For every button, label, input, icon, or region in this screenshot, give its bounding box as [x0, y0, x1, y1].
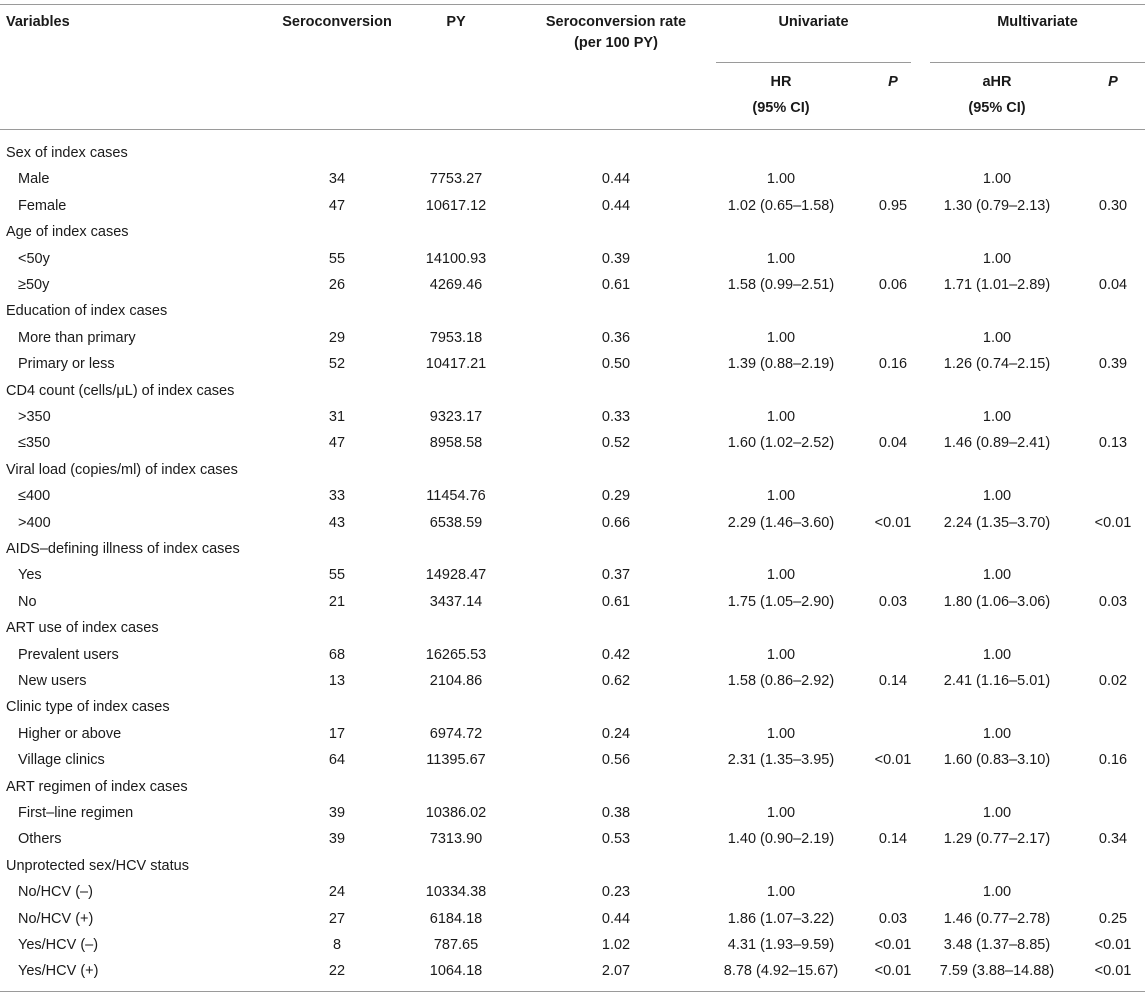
adjusted-p-value-cell: <0.01 [1094, 963, 1132, 980]
adjusted-p-value-cell: 0.16 [1098, 752, 1128, 769]
hr-cell: 1.00 [766, 329, 796, 346]
category-label: Viral load (copies/ml) of index cases [6, 461, 238, 478]
seroconversion-cell: 24 [328, 884, 346, 901]
adjusted-p-value-cell: 0.30 [1098, 197, 1128, 214]
category-row [0, 536, 1145, 562]
py-cell: 3437.14 [429, 593, 483, 610]
rate-cell: 0.62 [601, 673, 631, 689]
table-row [0, 193, 1145, 219]
hr-cell: 2.31 (1.35–3.95) [727, 752, 835, 769]
table-row [0, 510, 1145, 536]
table-row [0, 404, 1145, 430]
row-label: >350 [18, 409, 51, 425]
row-label: No/HCV (+) [18, 910, 94, 927]
ahr-cell: 1.26 (0.74–2.15) [943, 356, 1051, 373]
row-label: New users [18, 673, 87, 689]
table-row [0, 246, 1145, 272]
category-label: Clinic type of index cases [6, 699, 170, 716]
table-row [0, 668, 1145, 694]
py-cell: 6974.72 [429, 725, 483, 742]
row-label: No [18, 593, 37, 610]
category-row [0, 694, 1145, 720]
py-cell: 10334.38 [425, 884, 487, 901]
py-cell: 14928.47 [425, 567, 487, 584]
hr-cell: 1.00 [766, 805, 796, 821]
ahr-cell: 1.00 [982, 646, 1012, 663]
multivariate-rule [930, 62, 1145, 63]
bottom-rule [0, 991, 1145, 992]
table-row [0, 932, 1145, 958]
seroconversion-cell: 31 [328, 409, 346, 425]
row-label: Higher or above [18, 725, 122, 742]
row-label: Yes [18, 567, 42, 584]
adjusted-p-value-cell: 0.02 [1098, 673, 1128, 689]
ahr-cell: 1.00 [982, 488, 1012, 505]
hr-cell: 1.60 (1.02–2.52) [727, 435, 835, 452]
table-row [0, 166, 1145, 192]
category-row [0, 378, 1145, 404]
table-row [0, 800, 1145, 826]
p-value-cell: 0.95 [878, 197, 908, 214]
row-label: More than primary [18, 329, 136, 346]
py-cell: 9323.17 [429, 409, 483, 425]
rate-cell: 0.56 [601, 752, 631, 769]
ahr-cell: 2.41 (1.16–5.01) [943, 673, 1051, 689]
hr-cell: 1.00 [766, 725, 796, 742]
row-label: <50y [18, 250, 50, 267]
category-row [0, 774, 1145, 800]
rate-cell: 2.07 [601, 963, 631, 980]
p-value-cell: 0.16 [878, 356, 908, 373]
category-label: AIDS–defining illness of index cases [6, 541, 240, 557]
p-value-cell: 0.06 [878, 277, 908, 293]
hr-cell: 1.39 (0.88–2.19) [727, 356, 835, 373]
hr-cell: 8.78 (4.92–15.67) [723, 963, 839, 980]
rate-cell: 0.33 [601, 409, 631, 425]
row-label: >400 [18, 514, 51, 531]
header-multivariate: Multivariate [997, 14, 1078, 30]
header-variables: Variables [6, 14, 70, 30]
table-row [0, 747, 1145, 773]
seroconversion-cell: 8 [332, 937, 342, 953]
hr-cell: 1.00 [766, 567, 796, 584]
seroconversion-cell: 21 [328, 593, 346, 610]
seroconversion-cell: 47 [328, 197, 346, 214]
rate-cell: 0.44 [601, 910, 631, 927]
hr-cell: 1.40 (0.90–2.19) [727, 831, 835, 848]
rate-cell: 0.29 [601, 488, 631, 505]
table-row [0, 272, 1145, 298]
rate-cell: 0.23 [601, 884, 631, 901]
ahr-cell: 1.00 [982, 250, 1012, 267]
ahr-cell: 1.00 [982, 171, 1012, 188]
ahr-cell: 1.00 [982, 805, 1012, 821]
table-row [0, 958, 1145, 984]
py-cell: 787.65 [433, 937, 479, 953]
py-cell: 14100.93 [425, 250, 487, 267]
row-label: Male [18, 171, 50, 188]
hr-cell: 1.00 [766, 250, 796, 267]
adjusted-p-value-cell: 0.25 [1098, 910, 1128, 927]
p-value-cell: 0.03 [878, 593, 908, 610]
category-label: Unprotected sex/HCV status [6, 857, 189, 874]
header-rate-line2: (per 100 PY) [574, 35, 658, 51]
adjusted-p-value-cell: 0.39 [1098, 356, 1128, 373]
seroconversion-cell: 39 [328, 831, 346, 848]
hr-cell: 1.75 (1.05–2.90) [727, 593, 835, 610]
py-cell: 11454.76 [426, 488, 486, 505]
rate-cell: 0.44 [601, 171, 631, 188]
rate-cell: 0.66 [601, 514, 631, 531]
row-label: Others [18, 831, 62, 848]
hr-cell: 1.00 [766, 488, 796, 505]
rate-cell: 0.36 [601, 329, 631, 346]
p-value-cell: 0.14 [878, 673, 908, 689]
rate-cell: 0.44 [601, 197, 631, 214]
category-label: ART regimen of index cases [6, 778, 188, 795]
category-label: CD4 count (cells/μL) of index cases [6, 382, 235, 399]
p-value-cell: 0.03 [878, 910, 908, 927]
py-cell: 4269.46 [429, 277, 483, 293]
row-label: ≤400 [18, 488, 51, 505]
row-label: Yes/HCV (+) [18, 963, 99, 980]
category-row [0, 615, 1145, 641]
row-label: Prevalent users [18, 646, 119, 663]
table-row [0, 879, 1145, 905]
row-label: ≤350 [18, 435, 51, 452]
py-cell: 16265.53 [425, 646, 487, 663]
header-rate-line1: Seroconversion rate [545, 14, 687, 30]
seroconversion-cell: 33 [328, 488, 346, 505]
seroconversion-cell: 52 [328, 356, 346, 373]
rate-cell: 0.61 [601, 593, 631, 610]
py-cell: 8958.58 [429, 435, 483, 452]
ahr-cell: 1.46 (0.77–2.78) [943, 910, 1051, 927]
ahr-cell: 3.48 (1.37–8.85) [943, 937, 1051, 953]
ahr-cell: 1.60 (0.83–3.10) [943, 752, 1051, 769]
rate-cell: 0.53 [601, 831, 631, 848]
p-value-cell: 0.14 [878, 831, 908, 848]
ahr-cell: 1.00 [982, 884, 1012, 901]
row-label: ≥50y [18, 277, 50, 293]
py-cell: 6538.59 [429, 514, 483, 531]
header-hr-line1: HR [770, 74, 792, 90]
rate-cell: 0.37 [601, 567, 631, 584]
ahr-cell: 1.80 (1.06–3.06) [943, 593, 1051, 610]
rate-cell: 0.61 [601, 277, 631, 293]
py-cell: 7953.18 [429, 329, 483, 346]
adjusted-p-value-cell: <0.01 [1094, 514, 1132, 531]
ahr-cell: 7.59 (3.88–14.88) [939, 963, 1055, 980]
rate-cell: 0.50 [601, 356, 631, 373]
adjusted-p-value-cell: <0.01 [1094, 937, 1132, 953]
category-label: Education of index cases [6, 303, 168, 320]
table-row [0, 430, 1145, 456]
row-label: No/HCV (–) [18, 884, 93, 901]
hr-cell: 4.31 (1.93–9.59) [727, 937, 835, 953]
py-cell: 7753.27 [429, 171, 483, 188]
hr-cell: 1.00 [766, 409, 796, 425]
rate-cell: 0.52 [601, 435, 631, 452]
category-row [0, 457, 1145, 483]
seroconversion-cell: 55 [328, 567, 346, 584]
category-row [0, 140, 1145, 166]
header-p2-text: P [1108, 74, 1118, 90]
row-label: Yes/HCV (–) [18, 937, 99, 953]
table-row [0, 589, 1145, 615]
row-label: Village clinics [18, 752, 105, 769]
seroconversion-cell: 26 [328, 277, 346, 293]
header-p2 [1063, 72, 1145, 92]
seroconversion-cell: 27 [328, 910, 346, 927]
top-rule [0, 4, 1145, 5]
py-cell: 10417.21 [425, 356, 487, 373]
header-univariate: Univariate [778, 14, 849, 30]
category-label: ART use of index cases [6, 620, 159, 637]
header-hr-line2: (95% CI) [752, 100, 810, 116]
ahr-cell: 1.00 [982, 567, 1012, 584]
header-ahr-line1: aHR [982, 74, 1012, 90]
ahr-cell: 1.00 [982, 329, 1012, 346]
table-row [0, 483, 1145, 509]
py-cell: 10386.02 [425, 805, 487, 821]
univariate-rule [716, 62, 911, 63]
table-row [0, 826, 1145, 852]
seroconversion-cell: 17 [328, 725, 346, 742]
ahr-cell: 1.29 (0.77–2.17) [943, 831, 1051, 848]
py-cell: 11395.67 [426, 752, 486, 769]
seroconversion-cell: 22 [328, 963, 346, 980]
seroconversion-cell: 39 [328, 805, 346, 821]
seroconversion-cell: 43 [328, 514, 346, 531]
rate-cell: 0.39 [601, 250, 631, 267]
ahr-cell: 1.00 [982, 409, 1012, 425]
table-row [0, 562, 1145, 588]
py-cell: 10617.12 [425, 197, 487, 214]
ahr-cell: 1.71 (1.01–2.89) [943, 277, 1051, 293]
adjusted-p-value-cell: 0.34 [1098, 831, 1128, 848]
header-ahr-line2: (95% CI) [968, 100, 1026, 116]
p-value-cell: <0.01 [874, 963, 912, 980]
seroconversion-cell: 13 [328, 673, 346, 689]
seroconversion-cell: 68 [328, 646, 346, 663]
ahr-cell: 1.00 [982, 725, 1012, 742]
ahr-cell: 1.30 (0.79–2.13) [943, 197, 1051, 214]
category-label: Sex of index cases [6, 145, 128, 161]
header-p1-text: P [888, 74, 898, 90]
hr-cell: 2.29 (1.46–3.60) [727, 514, 835, 531]
seroconversion-cell: 34 [328, 171, 346, 188]
row-label: Primary or less [18, 356, 115, 373]
adjusted-p-value-cell: 0.13 [1098, 435, 1128, 452]
rate-cell: 1.02 [601, 937, 631, 953]
p-value-cell: <0.01 [874, 937, 912, 953]
py-cell: 7313.90 [429, 831, 483, 848]
py-cell: 1064.18 [429, 963, 483, 980]
row-label: Female [18, 197, 67, 214]
hr-cell: 1.58 (0.99–2.51) [727, 277, 835, 293]
table-row [0, 906, 1145, 932]
hr-cell: 1.00 [766, 884, 796, 901]
seroconversion-cell: 64 [328, 752, 346, 769]
ahr-cell: 2.24 (1.35–3.70) [943, 514, 1051, 531]
table-row [0, 642, 1145, 668]
table-row [0, 721, 1145, 747]
ahr-cell: 1.46 (0.89–2.41) [943, 435, 1051, 452]
p-value-cell: <0.01 [874, 752, 912, 769]
rate-cell: 0.24 [601, 725, 631, 742]
adjusted-p-value-cell: 0.03 [1098, 593, 1128, 610]
rate-cell: 0.42 [601, 646, 631, 663]
py-cell: 2104.86 [429, 673, 483, 689]
table-row [0, 351, 1145, 377]
hr-cell: 1.00 [766, 646, 796, 663]
p-value-cell: <0.01 [874, 514, 912, 531]
header-bottom-rule [0, 129, 1145, 130]
rate-cell: 0.38 [601, 805, 631, 821]
p-value-cell: 0.04 [878, 435, 908, 452]
hr-cell: 1.58 (0.86–2.92) [727, 673, 835, 689]
category-row [0, 853, 1145, 879]
py-cell: 6184.18 [429, 910, 483, 927]
table-row [0, 325, 1145, 351]
hr-cell: 1.02 (0.65–1.58) [727, 197, 835, 214]
category-row [0, 219, 1145, 245]
category-row [0, 298, 1145, 324]
header-py: PY [446, 14, 466, 30]
seroconversion-cell: 47 [328, 435, 346, 452]
row-label: First–line regimen [18, 805, 134, 821]
category-label: Age of index cases [6, 224, 129, 241]
adjusted-p-value-cell: 0.04 [1098, 277, 1128, 293]
seroconversion-cell: 29 [328, 329, 346, 346]
seroconversion-cell: 55 [328, 250, 346, 267]
header-seroconversion: Seroconversion [282, 14, 392, 30]
hr-cell: 1.86 (1.07–3.22) [727, 910, 835, 927]
hr-cell: 1.00 [766, 171, 796, 188]
